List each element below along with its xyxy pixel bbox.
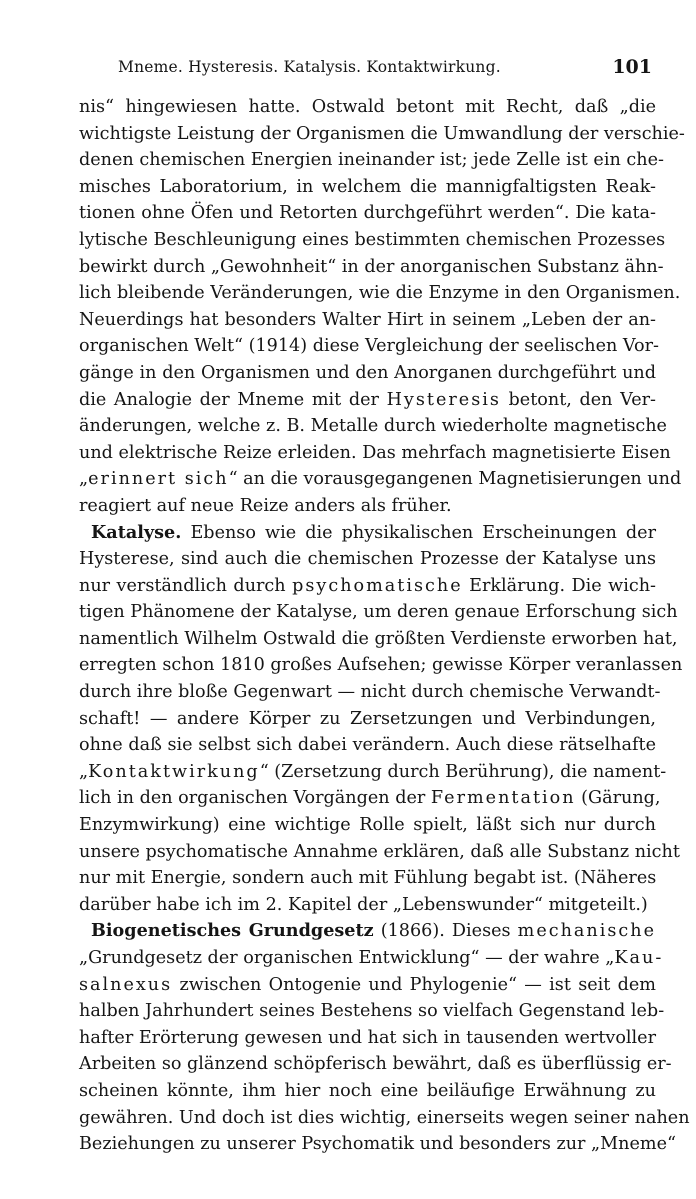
text-segment: erregten schon 1810 großes Aufsehen; gewisse Körper veranlassen xyxy=(79,655,683,676)
text-line xyxy=(79,759,667,786)
spaced-emphasis: salnexus xyxy=(79,974,173,995)
text-segment: Beziehungen zu unserer Psychomatik und besonders zur „Mneme“ xyxy=(79,1134,677,1155)
text-segment: änderungen, welche z. B. Metalle durch wiederholte magnetische xyxy=(79,416,667,437)
text-segment: gänge in den Organismen und den Anorganen durchgeführt und xyxy=(79,362,656,383)
running-title: Mneme. Hysteresis. Katalysis. Kontaktwirkung. xyxy=(118,58,501,76)
text-segment: namentlich Wilhelm Ostwald die größten Verdienste erworben hat, xyxy=(79,628,678,649)
spaced-emphasis: erinnert sich xyxy=(88,469,229,490)
text-line xyxy=(79,972,656,999)
text-segment: zwischen Ontogenie und Phylogenie“ — ist seit dem xyxy=(172,974,656,995)
text-line xyxy=(79,440,671,467)
text-line xyxy=(79,121,685,148)
text-line xyxy=(79,1051,672,1078)
text-line xyxy=(79,147,664,174)
text-segment: gewähren. Und doch ist dies wichtig, einerseits wegen seiner nahen xyxy=(79,1107,690,1128)
text-segment: denen chemischen Energien ineinander ist; jede Zelle ist ein che- xyxy=(79,150,664,171)
text-line xyxy=(79,812,656,839)
spaced-emphasis: mechanische xyxy=(517,921,656,942)
text-line xyxy=(79,174,656,201)
text-segment: nis“ hingewiesen hatte. Ostwald betont mit Recht, daß „die xyxy=(79,97,656,117)
page-number: 101 xyxy=(612,56,652,78)
text-line xyxy=(79,945,664,972)
text-line xyxy=(79,493,656,520)
text-line xyxy=(79,1025,656,1052)
spaced-emphasis: Kontaktwirkung xyxy=(88,761,260,782)
text-segment: scheinen könnte, ihm hier noch eine beiläufige Erwähnung zu xyxy=(79,1080,656,1101)
text-line xyxy=(79,1078,656,1105)
text-segment: misches Laboratorium, in welchem die mannigfaltigsten Reak- xyxy=(79,176,656,197)
text-segment: tionen ohne Öfen und Retorten durchgeführt werden“. Die kata- xyxy=(79,203,656,224)
text-segment: Erklärung. Die wich- xyxy=(462,575,657,596)
text-line xyxy=(79,254,664,281)
text-line xyxy=(79,599,678,626)
text-segment: tigen Phänomene der Katalyse, um deren genaue Erforschung sich xyxy=(79,602,678,623)
text-segment: Neuerdings hat besonders Walter Hirt in seinem „Leben der an- xyxy=(79,309,656,330)
text-segment: die Analogie der Mneme mit der xyxy=(79,389,387,410)
text-segment: organischen Welt“ (1914) diese Vergleichung der seelischen Vor- xyxy=(79,336,659,357)
text-line xyxy=(79,413,667,440)
text-line xyxy=(79,307,656,334)
body-text xyxy=(79,94,690,1158)
text-segment: und elektrische Reize erleiden. Das mehrfach magnetisierte Eisen xyxy=(79,442,671,463)
text-line xyxy=(79,865,656,892)
text-segment: (Gärung, xyxy=(575,788,661,809)
spaced-emphasis: Fermentation xyxy=(430,788,576,809)
spaced-emphasis: psychomatische xyxy=(292,575,463,596)
text-segment: lich bleibende Veränderungen, wie die Enzyme in den Organismen. xyxy=(79,283,681,304)
text-line xyxy=(79,839,680,866)
text-segment: halben Jahrhundert seines Bestehens so vielfach Gegenstand leb- xyxy=(79,1001,665,1022)
text-line xyxy=(79,652,683,679)
text-segment: „ xyxy=(79,761,89,782)
text-segment: betont, den Ver- xyxy=(500,389,656,410)
text-line xyxy=(79,706,656,733)
text-segment: nur verständlich durch xyxy=(79,575,293,596)
text-segment: „Grundgesetz der organischen Entwicklung“ — der wahre „ xyxy=(79,948,615,968)
text-segment: Arbeiten so glänzend schöpferisch bewährt, daß es überflüssig er- xyxy=(79,1054,672,1075)
text-line xyxy=(79,785,661,812)
spaced-emphasis: Kau- xyxy=(614,948,664,968)
text-segment: (1866). Dieses xyxy=(373,921,518,942)
text-line xyxy=(79,732,656,759)
text-segment: ohne daß sie selbst sich dabei verändern. Auch diese rätselhafte xyxy=(79,735,656,756)
text-segment: unsere psychomatische Annahme erklären, daß alle Substanz nicht xyxy=(79,841,680,862)
text-line xyxy=(79,280,681,307)
text-line xyxy=(79,227,666,254)
text-segment: Hysterese, sind auch die chemischen Prozesse der Katalyse uns xyxy=(79,549,656,570)
text-line xyxy=(79,360,656,387)
text-segment: bewirkt durch „Gewohnheit“ in der anorganischen Substanz ähn- xyxy=(79,256,664,277)
text-segment: durch ihre bloße Gegenwart — nicht durch chemische Verwandt- xyxy=(79,682,661,703)
text-line xyxy=(79,94,656,121)
text-line xyxy=(79,679,661,706)
text-line xyxy=(79,200,656,227)
text-line xyxy=(79,1105,690,1132)
text-line xyxy=(79,387,656,414)
running-header xyxy=(0,58,696,88)
text-line xyxy=(79,333,659,360)
text-line xyxy=(79,998,665,1025)
spaced-emphasis: Hysteresis xyxy=(386,389,501,410)
text-segment: lytische Beschleunigung eines bestimmten chemischen Prozesses xyxy=(79,229,666,250)
text-line xyxy=(79,546,656,573)
text-line xyxy=(79,466,682,493)
text-segment: Enzymwirkung) eine wichtige Rolle spielt, läßt sich nur durch xyxy=(79,815,656,836)
text-segment: “ (Zersetzung durch Berührung), die nament- xyxy=(259,761,667,782)
text-segment: reagiert auf neue Reize anders als früher. xyxy=(79,495,452,516)
text-segment: schaft! — andere Körper zu Zersetzungen und Verbindungen, xyxy=(79,708,656,729)
bold-heading: Biogenetisches Grundgesetz xyxy=(91,920,374,942)
bold-heading: Katalyse. xyxy=(91,521,182,543)
text-segment: Ebenso wie die physikalischen Erscheinungen der xyxy=(181,522,656,543)
text-line xyxy=(79,1131,677,1158)
text-segment: “ an die vorausgegangenen Magnetisierungen und xyxy=(228,469,682,490)
text-line xyxy=(79,573,656,600)
text-segment: lich in den organischen Vorgängen der xyxy=(79,788,431,809)
text-segment: darüber habe ich im 2. Kapitel der „Lebenswunder“ mitgeteilt.) xyxy=(79,894,648,915)
text-line xyxy=(79,520,656,547)
text-line xyxy=(79,626,678,653)
text-segment: nur mit Energie, sondern auch mit Fühlung begabt ist. (Näheres xyxy=(79,868,657,889)
text-segment: hafter Erörterung gewesen und hat sich in tausenden wertvoller xyxy=(79,1027,656,1048)
text-segment: wichtigste Leistung der Organismen die Umwandlung der verschie- xyxy=(79,123,685,144)
text-segment: „ xyxy=(79,469,89,490)
text-line xyxy=(79,918,656,945)
text-line xyxy=(79,892,656,919)
